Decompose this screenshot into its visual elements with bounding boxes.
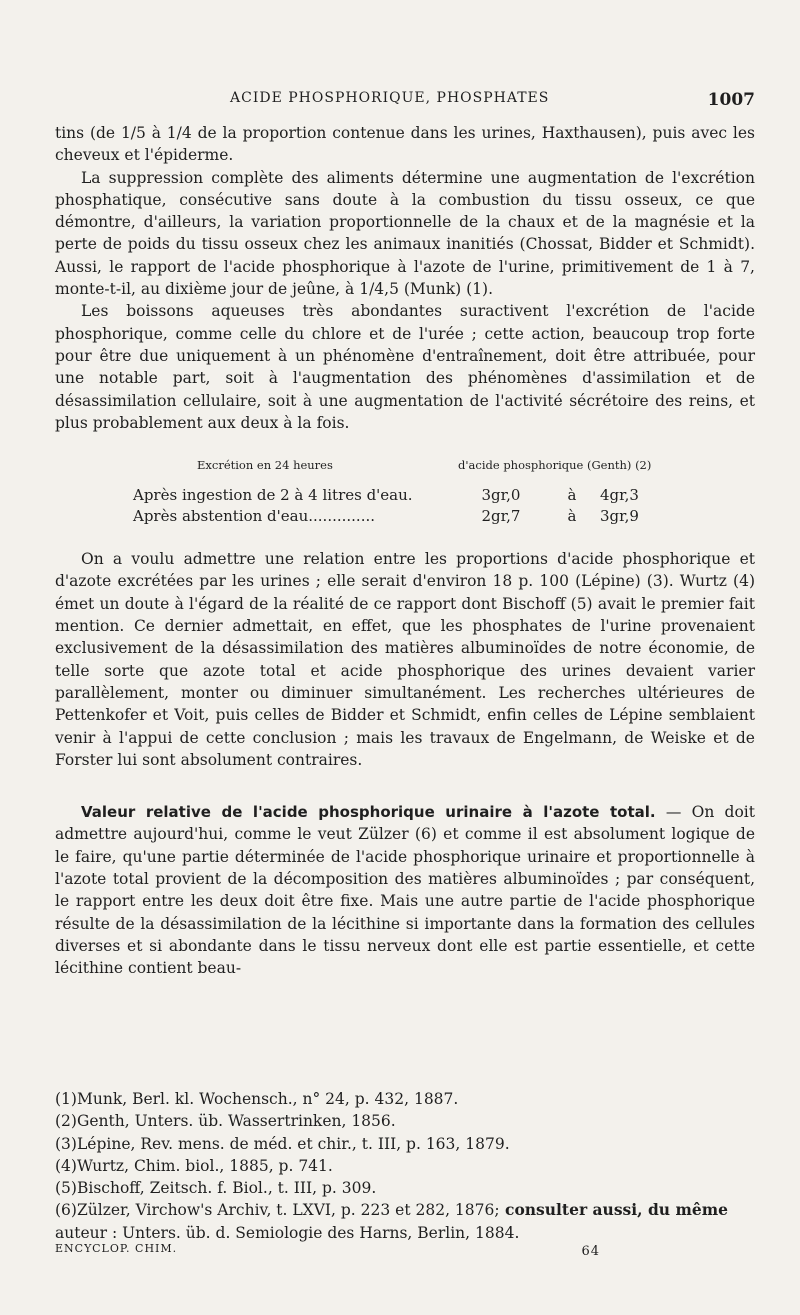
paragraph-4: On a voulu admettre une relation entre les proportions d'acide phosphorique et d'azote excrétées par les urines ; elle serait d'environ 18 p. 100 (Lépine) (3). Wurtz (4) émet un doute à l'égard de la réalité de ce rapport dont Bischoff (5) avait le premier fait mention. Ce dernier admettait, en effet, que les phosphates de l'urine provenaient exclusivement de la désassimilation des matières albuminoïdes de notre économie, de telle sorte que azote total et acide phosphorique des urines devaient varier parallèlement, monter ou diminuer simultanément. Les recherches ultérieures de Pettenkofer et Voit, puis celles de Bidder et Schmidt, enfin celles de Lépine semblaient venir à l'appui de cette conclusion ; mais les travaux de Engelmann, de Weiske et de Forster lui sont absolument contraires. <box>55 550 755 769</box>
table-row <box>55 507 755 528</box>
excretion-table <box>55 458 755 528</box>
table-separator: à <box>567 486 577 505</box>
footnotes <box>55 1088 755 1244</box>
footnote-continuation: auteur : Unters. üb. d. Semiologie des Harns, Berlin, 1884. <box>55 1223 520 1242</box>
footnote: (5)Bischoff, Zeitsch. f. Biol., t. III, p. 309. <box>55 1179 377 1198</box>
paragraph-1: tins (de 1/5 à 1/4 de la proportion contenue dans les urines, Haxthausen), puis avec les cheveux et l'épiderme. <box>55 124 755 165</box>
table-value-min: 2gr,7 <box>481 507 521 526</box>
paragraph-2: La suppression complète des aliments détermine une augmentation de l'excrétion phosphatique, consécutive sans doute à la combustion du tissu osseux, ce que démontre, d'ailleurs, la variation proportionnelle de la chaux et de la magnésie et la perte de poids du tissu osseux chez les animaux inanitiés (Chossat, Bidder et Schmidt). Aussi, le rapport de l'acide phosphorique à l'azote de l'urine, primitivement de 1 à 7, monte-t-il, au dixième jour de jeûne, à 1/4,5 (Munk) (1). <box>55 168 755 299</box>
table-separator: à <box>567 507 577 526</box>
table-header-row <box>55 458 755 486</box>
table-value-max: 3gr,9 <box>600 507 639 526</box>
footer-signature-mark: ENCYCLOP. CHIM. <box>55 1242 178 1255</box>
table-row-label: Après ingestion de 2 à 4 litres d'eau. <box>133 486 413 505</box>
table-header-right: d'acide phosphorique (Genth) (2) <box>458 458 652 473</box>
table-header-left: Excrétion en 24 heures <box>197 458 333 473</box>
signature-number: 64 <box>581 1244 600 1259</box>
footnote: (3)Lépine, Rev. mens. de méd. et chir., t. III, p. 163, 1879. <box>55 1134 510 1153</box>
paragraph-3: Les boissons aqueuses très abondantes suractivent l'excrétion de l'acide phosphorique, comme celle du chlore et de l'urée ; cette action, beaucoup trop forte pour être due uniquement à un phénomène d'entraînement, doit être attribuée, pour une notable part, soit à l'augmentation des phénomènes d'assimilation et de désassimilation cellulaire, soit à une augmentation de l'activité sécrétoire des reins, et plus probablement aux deux à la fois. <box>55 302 755 432</box>
section-paragraph <box>55 801 755 979</box>
section-text: — On doit admettre aujourd'hui, comme le veut Zülzer (6) et comme il est absolument logique de le faire, qu'une partie déterminée de l'acide phosphorique urinaire et proportionnelle à l'azote total provient de la décomposition des matières albuminoïdes ; par conséquent, le rapport entre les deux doit être fixe. Mais une autre partie de l'acide phosphorique résulte de la désassimilation de la lécithine si importante dans la formation des cellules diverses et si abondante dans le tissu nerveux dont elle est partie essentielle, et cette lécithine contient beau- <box>55 803 755 978</box>
table-leaders: .............. <box>308 507 376 526</box>
header-title: ACIDE PHOSPHORIQUE, PHOSPHATES <box>230 90 550 106</box>
footnote: (4)Wurtz, Chim. biol., 1885, p. 741. <box>55 1156 333 1175</box>
footnote: (1)Munk, Berl. kl. Wochensch., n° 24, p. 432, 1887. <box>55 1090 459 1108</box>
page-number: 1007 <box>707 90 755 110</box>
table-value-min: 3gr,0 <box>481 486 521 505</box>
table-row <box>55 486 755 507</box>
footnote: (6)Zülzer, Virchow's Archiv, t. LXVI, p. 223 et 282, 1876; consulter aussi, du même <box>55 1200 728 1220</box>
running-header <box>55 90 755 114</box>
section-heading: Valeur relative de l'acide phosphorique urinaire à l'azote total. <box>81 803 656 822</box>
table-row-label: Après abstention d'eau <box>133 507 309 526</box>
page-footer <box>55 1242 755 1262</box>
table-value-max: 4gr,3 <box>600 486 639 505</box>
footnote: (2)Genth, Unters. üb. Wassertrinken, 1856. <box>55 1112 396 1131</box>
main-text <box>55 122 755 980</box>
